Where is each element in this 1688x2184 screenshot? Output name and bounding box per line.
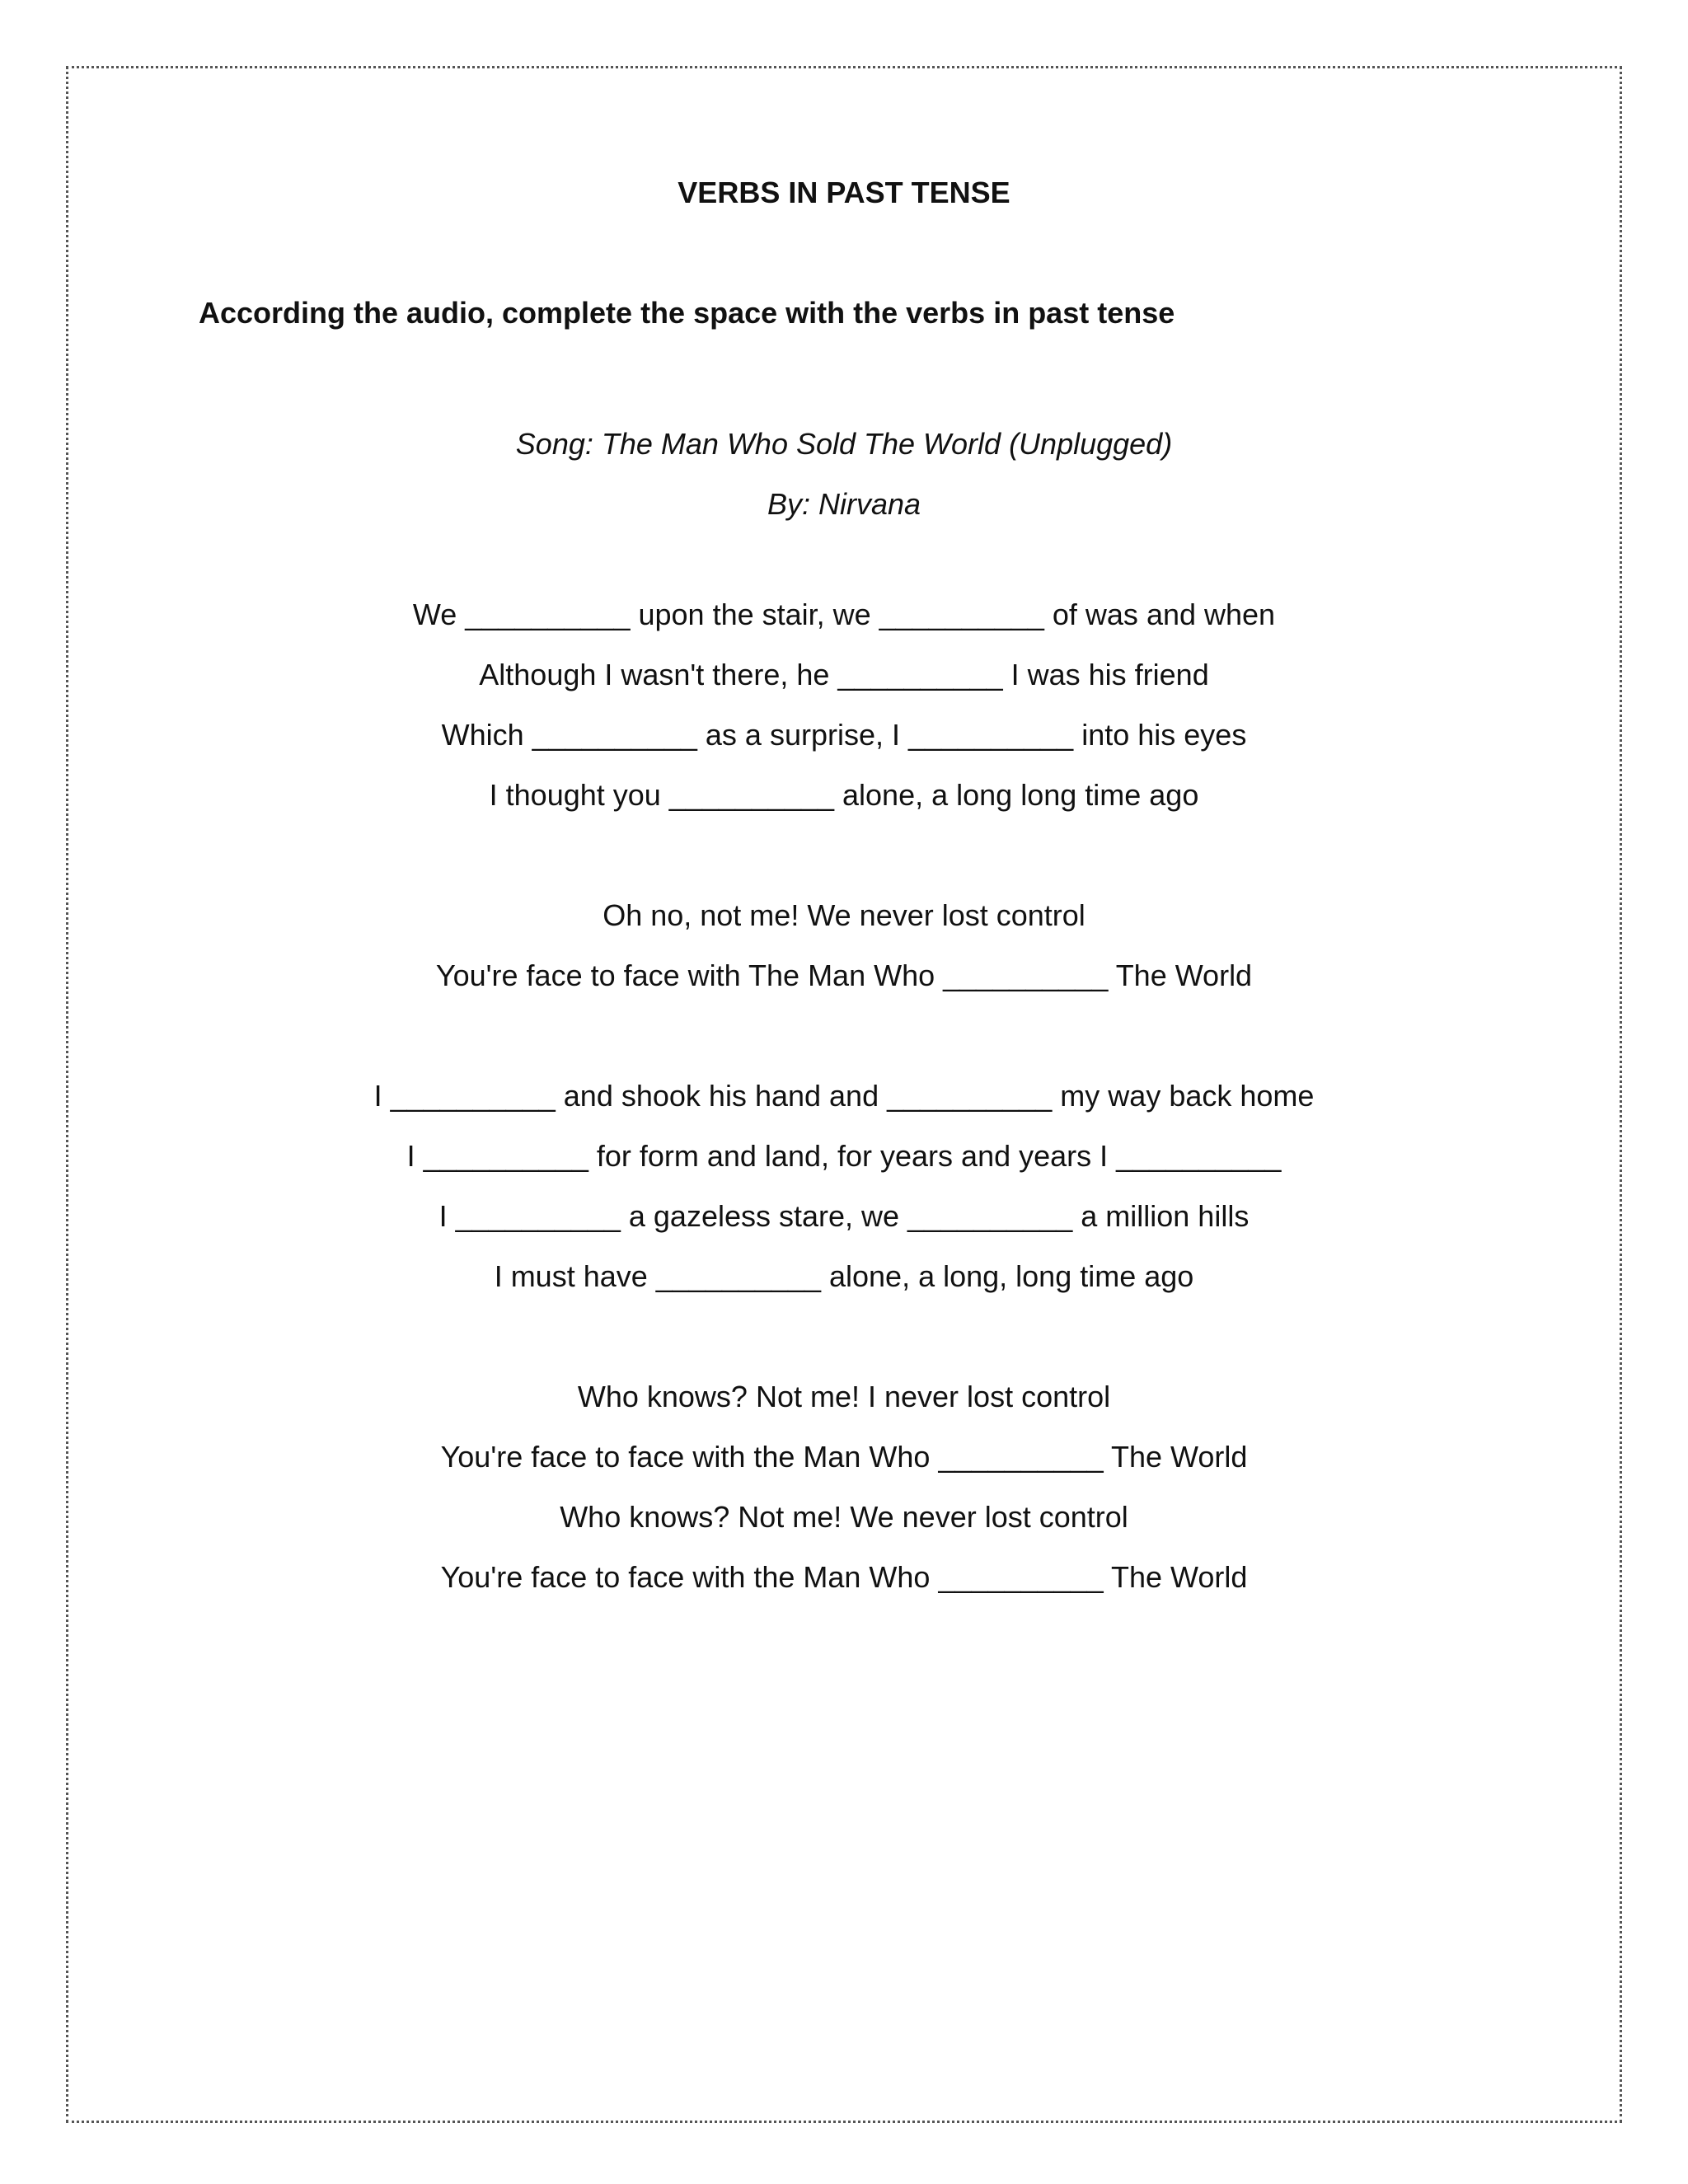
lyric-line: Which __________ as a surprise, I __________ into his eyes: [441, 718, 1247, 752]
stanza-1: [0, 584, 1688, 825]
lyric-line: You're face to face with the Man Who __________ The World: [440, 1560, 1248, 1594]
lyric-line: Who knows? Not me! We never lost control: [560, 1500, 1128, 1534]
lyric-line: You're face to face with the Man Who __________ The World: [440, 1440, 1248, 1474]
song-title: Song: The Man Who Sold The World (Unplugged): [515, 427, 1173, 461]
lyric-line: I thought you __________ alone, a long long time ago: [489, 778, 1199, 812]
lyric-line: You're face to face with The Man Who __________ The World: [435, 958, 1253, 992]
lyric-line: I must have __________ alone, a long, long time ago: [494, 1259, 1194, 1293]
lyric-line: Oh no, not me! We never lost control: [603, 898, 1085, 932]
lyrics: [0, 584, 1688, 1667]
song-artist: By: Nirvana: [767, 487, 921, 521]
lyric-line: We __________ upon the stair, we __________ of was and when: [412, 598, 1276, 631]
lyric-line: I __________ a gazeless stare, we __________ a million hills: [438, 1199, 1250, 1233]
lyric-line: I __________ and shook his hand and __________ my way back home: [373, 1079, 1315, 1113]
stanza-2: [0, 885, 1688, 1005]
stanza-4: [0, 1366, 1688, 1607]
lyric-line: Who knows? Not me! I never lost control: [577, 1380, 1111, 1413]
page-title: VERBS IN PAST TENSE: [678, 176, 1010, 209]
stanza-3: [0, 1066, 1688, 1306]
song-info: [0, 414, 1688, 534]
lyric-line: I __________ for form and land, for years and years I __________: [406, 1139, 1282, 1173]
lyric-line: Although I wasn't there, he __________ I was his friend: [479, 658, 1209, 691]
instruction-text: According the audio, complete the space with the verbs in past tense: [199, 296, 1175, 330]
